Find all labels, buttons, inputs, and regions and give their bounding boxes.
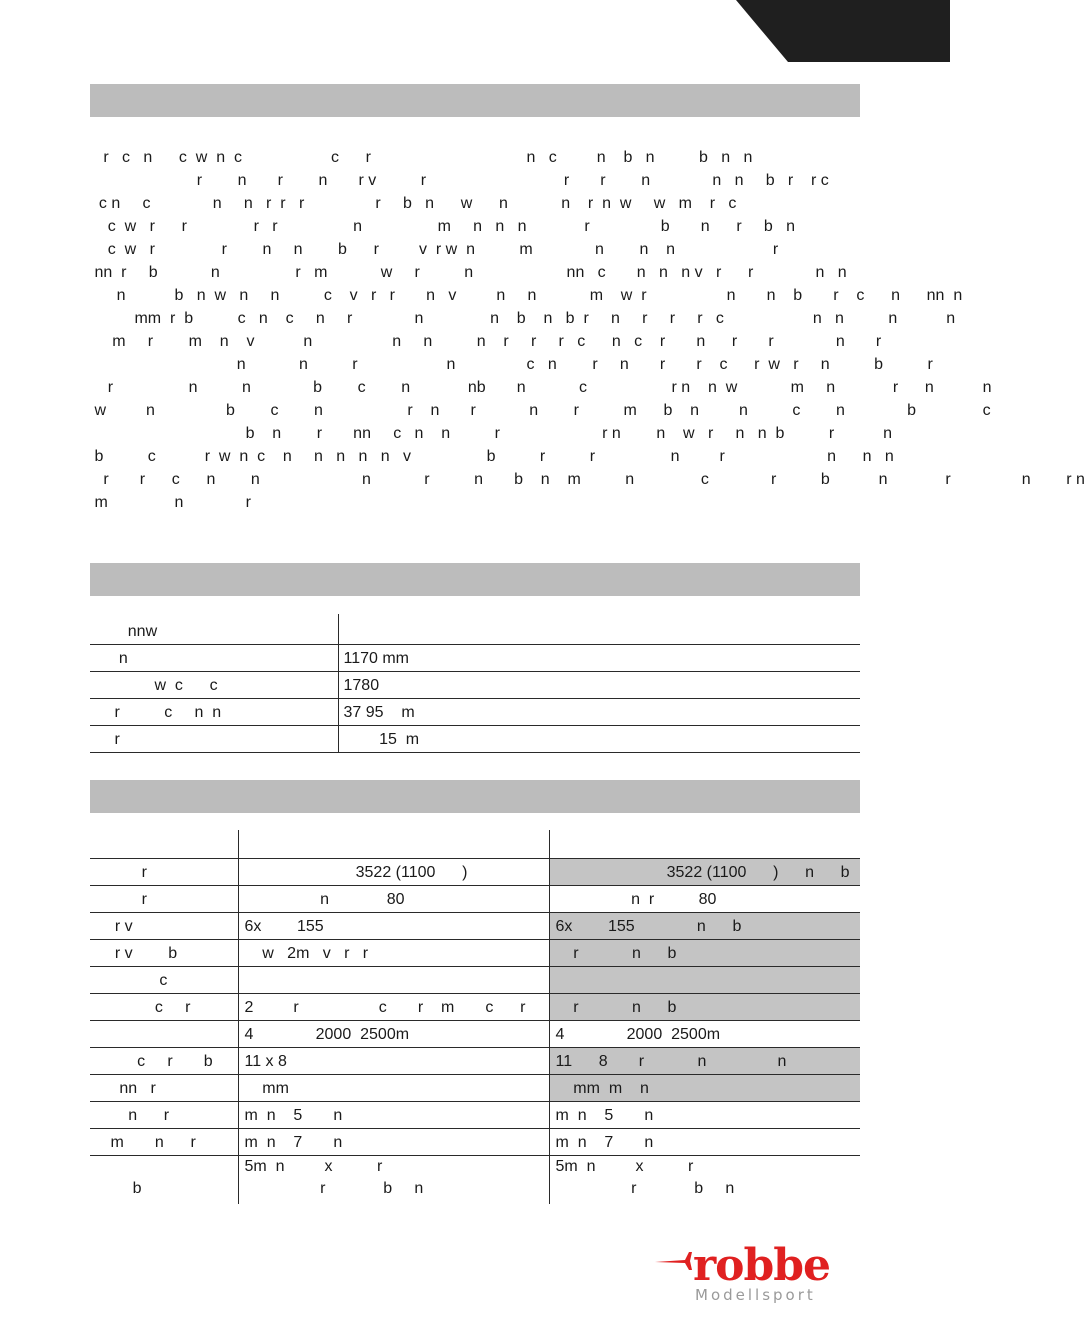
intro-line: n b n w n n c v r r n v n n m w r n n b r c n nn n (90, 287, 963, 304)
equipment-label: r (90, 885, 238, 912)
equipment-option-2: 3522 (1100 ) n b (549, 858, 860, 885)
equipment-option-2: m n 5 n (555, 1106, 654, 1124)
intro-paragraph (90, 146, 1085, 514)
section-header-bar-3 (90, 780, 860, 813)
spec-label: nnw (90, 614, 338, 644)
equipment-row (90, 1128, 860, 1155)
spec-row (90, 725, 860, 752)
spec-value: 1780 (343, 676, 380, 694)
equipment-option-1: 6x 155 (238, 912, 549, 939)
equipment-label (90, 830, 238, 858)
equipment-label: nn r (90, 1074, 238, 1101)
intro-line: r n n b c n nb n c r n n w m n r n n (90, 379, 992, 396)
logo-wordmark: robbe (693, 1240, 831, 1291)
spec-label: r (90, 725, 338, 752)
intro-line: r n r n r v r r r n n n b r r c (90, 172, 829, 189)
intro-line: c w r r r r n m n n n r b n r b n (90, 218, 796, 235)
robbe-logo (655, 1240, 850, 1306)
equipment-label: n r (90, 1101, 238, 1128)
equipment-label: r (90, 858, 238, 885)
intro-line: c n c n n r r r r b n w n n r n w w m r c (90, 195, 737, 212)
section-header-bar-1 (90, 84, 860, 117)
equipment-row (90, 1101, 860, 1128)
equipment-row (90, 1047, 860, 1074)
intro-line: w n b c n r n r n r m b n n c n b c (90, 402, 991, 419)
spec-label: w c c (90, 671, 338, 698)
equipment-label: b (90, 1155, 238, 1204)
equipment-option-2: n r 80 (555, 890, 717, 908)
equipment-label: c r b (90, 1047, 238, 1074)
spec-row (90, 644, 860, 671)
equipment-row (90, 885, 860, 912)
specifications-table (90, 614, 860, 753)
equipment-option-2: 4 2000 2500m (555, 1025, 721, 1043)
equipment-option-1: n 80 (238, 885, 549, 912)
airplane-icon (655, 1250, 693, 1272)
spec-row (90, 614, 860, 644)
equipment-label: c r (90, 993, 238, 1020)
equipment-label: m n r (90, 1128, 238, 1155)
intro-line: b n r nn c n n r r n n w r n n b r n (90, 425, 892, 442)
equipment-row (90, 966, 860, 993)
equipment-option-1: 5m n x r r b n (238, 1155, 549, 1204)
equipment-option-1 (238, 830, 549, 858)
equipment-row (90, 1074, 860, 1101)
intro-line: n n r n c n r n r r c r w r n b r (90, 356, 933, 373)
spec-value: 15 m (343, 730, 420, 748)
equipment-option-1: 11 x 8 (238, 1047, 549, 1074)
equipment-label: r v (90, 912, 238, 939)
equipment-row (90, 939, 860, 966)
page-corner-tab (736, 0, 950, 62)
equipment-option-1: mm (238, 1074, 549, 1101)
equipment-option-1: 2 r c r m c r (238, 993, 549, 1020)
equipment-option-2: r n b (549, 939, 860, 966)
equipment-option-1: w 2m v r r (238, 939, 549, 966)
equipment-label: c (90, 966, 238, 993)
equipment-row (90, 993, 860, 1020)
equipment-option-2 (549, 966, 860, 993)
intro-line: r r c n n n r n b n m n c r b n r n r n (90, 471, 1085, 488)
logo-subtitle: Modellsport (695, 1286, 816, 1304)
equipment-option-1 (238, 966, 549, 993)
intro-line: m n r (90, 494, 251, 511)
spec-label: r c n n (90, 698, 338, 725)
intro-line: c w r r n n b r v r w n m n n n r (90, 241, 779, 258)
equipment-option-2: r n b (549, 993, 860, 1020)
equipment-option-2: mm m n (549, 1074, 860, 1101)
equipment-row (90, 830, 860, 858)
spec-value: 37 95 m (343, 703, 415, 721)
intro-line: mm r b c n c n r n n b n b r n r r r c n n n n (90, 310, 956, 327)
spec-row (90, 698, 860, 725)
equipment-option-1: 4 2000 2500m (238, 1020, 549, 1047)
equipment-row (90, 858, 860, 885)
intro-line: r c n c w n c c r n c n b n b n n (90, 149, 753, 166)
intro-line: m r m n v n n n n r r r c n c r n r r n r (90, 333, 882, 350)
section-header-bar-2 (90, 563, 860, 596)
equipment-option-2: 6x 155 n b (549, 912, 860, 939)
spec-label: n (90, 644, 338, 671)
equipment-row (90, 1155, 860, 1204)
equipment-option-2: 5m n x r r b n (555, 1157, 735, 1197)
equipment-option-2: 11 8 r n n (549, 1047, 860, 1074)
equipment-option-2 (549, 830, 860, 858)
equipment-option-1: 3522 (1100 ) (238, 858, 549, 885)
equipment-option-2: m n 7 n (555, 1133, 654, 1151)
intro-line: b c r w n c n n n n n v b r r n r n n n (90, 448, 894, 465)
equipment-comparison-table (90, 830, 860, 1204)
spec-row (90, 671, 860, 698)
spec-value: 1170 mm (343, 649, 410, 667)
equipment-row (90, 912, 860, 939)
spec-value (338, 614, 860, 644)
equipment-row (90, 1020, 860, 1047)
equipment-option-1: m n 5 n (238, 1101, 549, 1128)
intro-line: nn r b n r m w r n nn c n n n v r r n n (90, 264, 847, 281)
equipment-label: r v b (90, 939, 238, 966)
equipment-label (90, 1020, 238, 1047)
equipment-option-1: m n 7 n (238, 1128, 549, 1155)
